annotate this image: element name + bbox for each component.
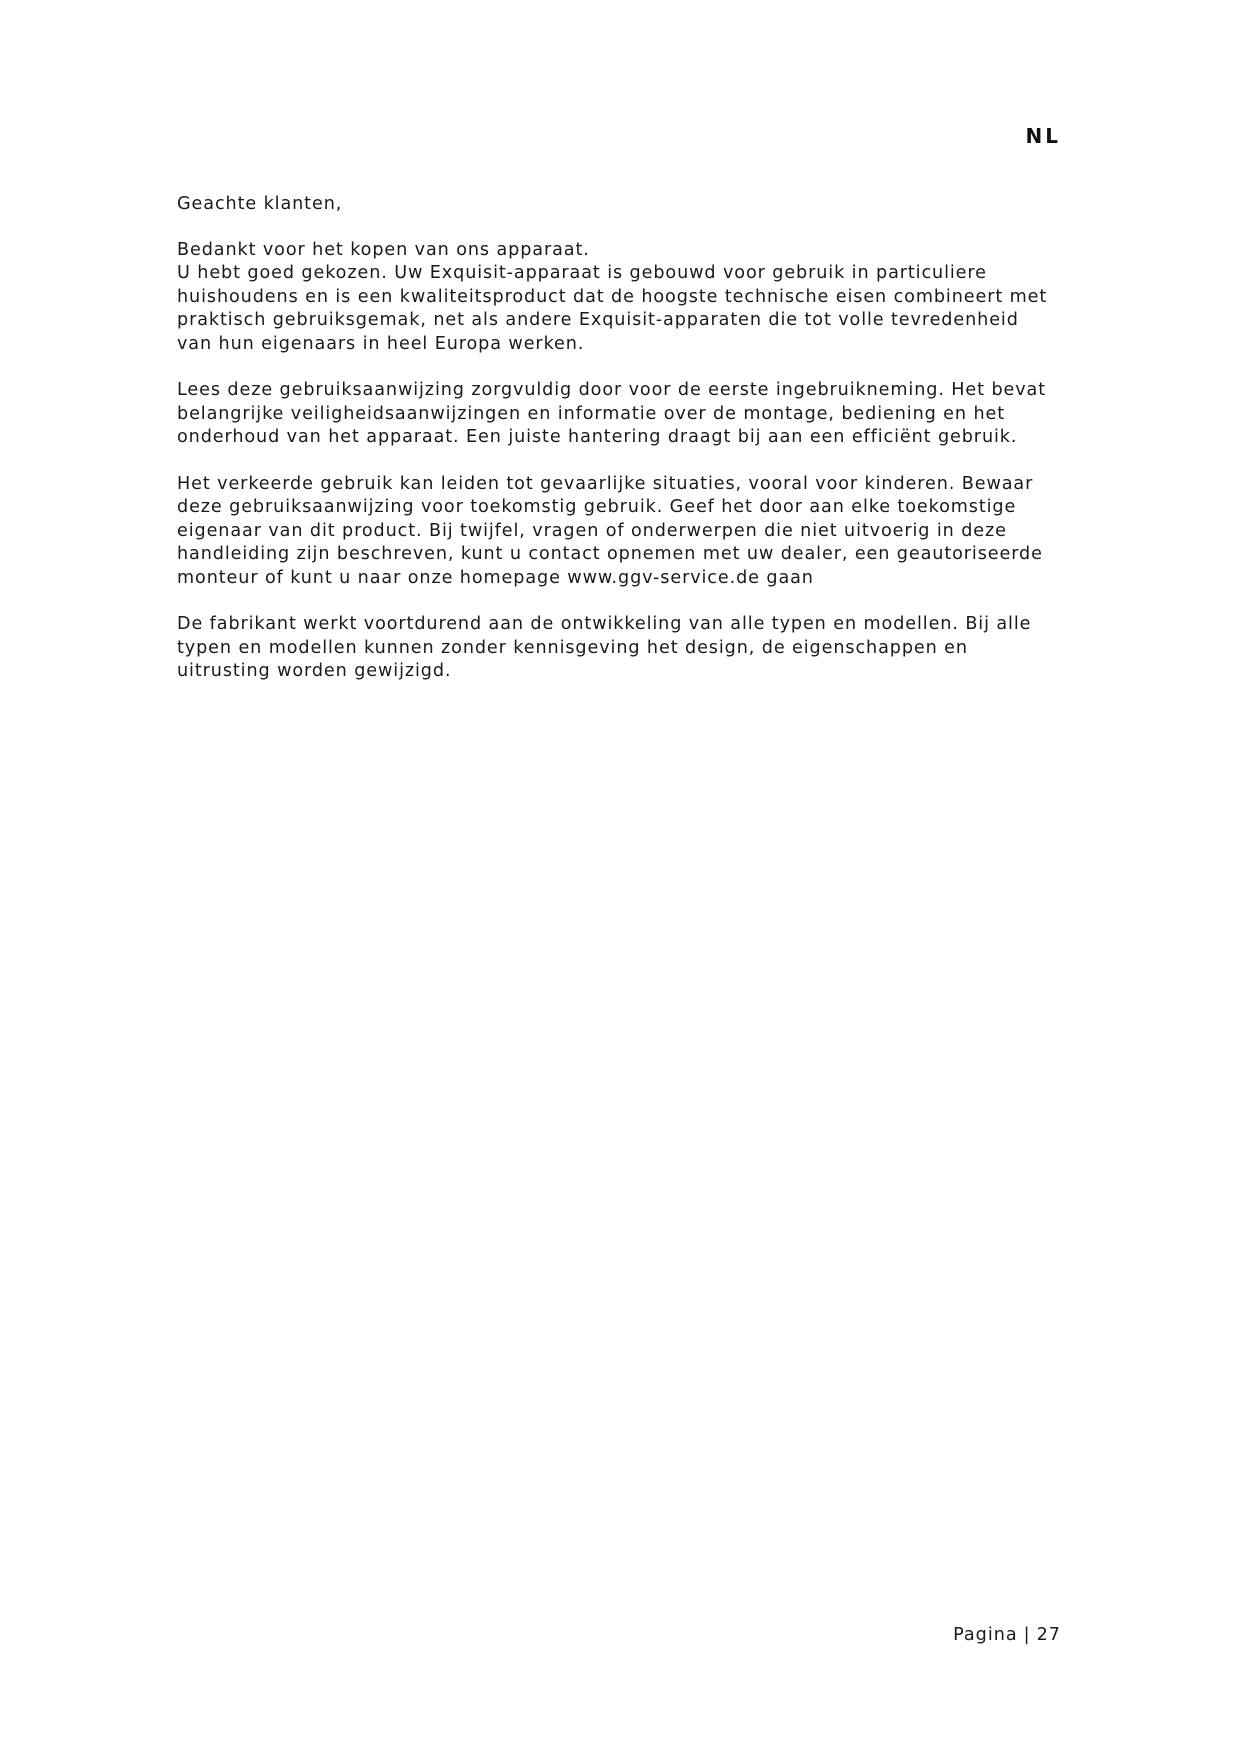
page-footer xyxy=(953,1625,1061,1645)
paragraph-manufacturer: De fabrikant werkt voortdurend aan de ontwikkeling van alle typen en modellen. Bij alle typen en modellen kunnen zonder kennisgeving het design, de eigenschappen en uitrusting worden gewijzigd. xyxy=(177,614,1032,681)
page-separator: | xyxy=(1023,1625,1031,1645)
page-label: Pagina xyxy=(953,1625,1018,1645)
page-number: 27 xyxy=(1036,1625,1061,1645)
language-tag: NL xyxy=(1025,124,1061,148)
greeting: Geachte klanten, xyxy=(177,194,343,214)
letter-body xyxy=(177,193,1077,707)
paragraph-instructions: Lees deze gebruiksaanwijzing zorgvuldig door voor de eerste ingebruikneming. Het bevat belangrijke veiligheidsaanwijzingen en informatie over de montage, bediening en het onderhoud van het apparaat. Een juiste hantering draagt bij aan een efficiënt gebruik. xyxy=(177,380,1047,447)
paragraph-intro: Bedankt voor het kopen van ons apparaat. U hebt goed gekozen. Uw Exquisit-apparaat is gebouwd voor gebruik in particuliere huishoudens en is een kwaliteitsproduct dat de hoogste technische eisen combineert met praktisch gebruiksgemak, net als andere Exquisit-apparaten die tot volle tevredenheid van hun eigenaars in heel Europa werken. xyxy=(177,239,1048,354)
paragraph-warning: Het verkeerde gebruik kan leiden tot gevaarlijke situaties, vooral voor kinderen. Bewaar deze gebruiksaanwijzing voor toekomstig gebruik. Geef het door aan elke toekomstige eigenaar van dit product. Bij twijfel, vragen of onderwerpen die niet uitvoerig in deze handleiding zijn beschreven, kunt u contact opnemen met uw dealer, een geautoriseerde monteur of kunt u naar onze homepage www.ggv-service.de gaan xyxy=(177,473,1043,588)
